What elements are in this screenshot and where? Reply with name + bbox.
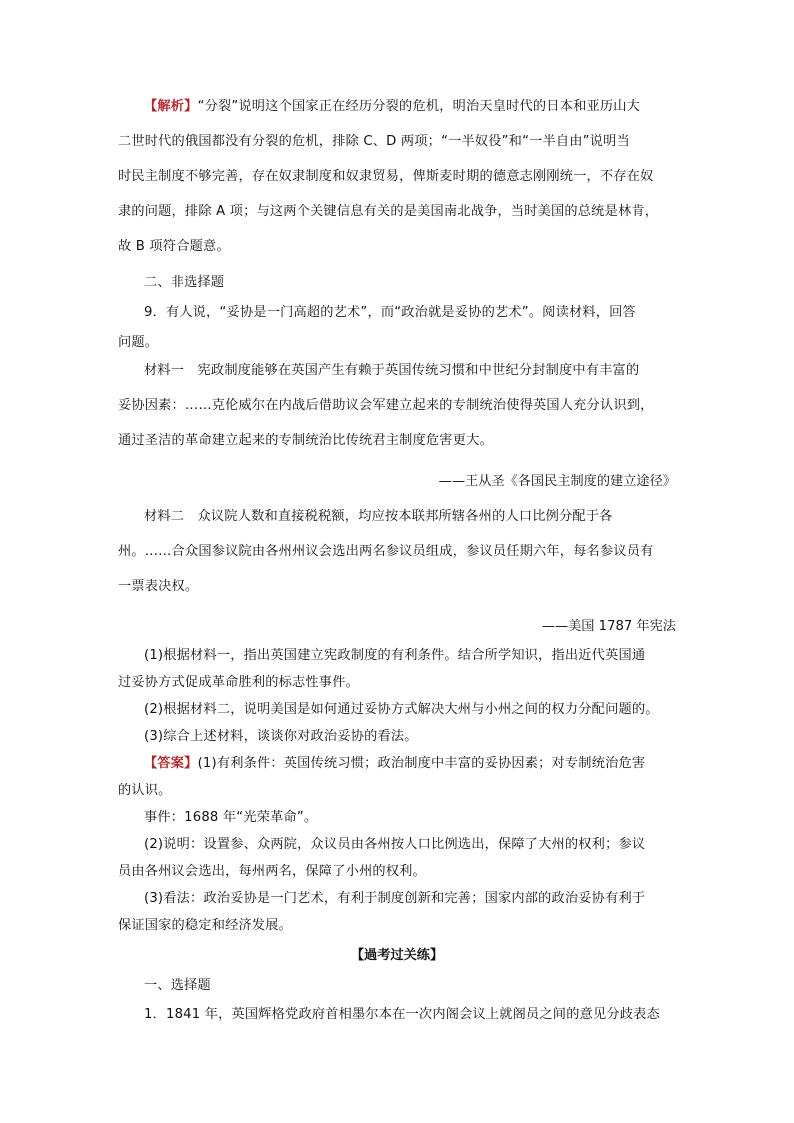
answer-tag: 【答案】	[144, 756, 198, 771]
material-2: 材料二 众议院人数和直接税税额，均应按本联邦所辖各州的人口比例分配于各 州。……合众国参议院由各州州议会选出两名参议员组成，参议员任期六年，每名参议员有 一票表决权。	[118, 509, 654, 594]
analysis-line: 时民主制度不够完善，存在奴隶制度和奴隶贸易，俾斯麦时期的德意志刚刚统一，不存在奴	[118, 169, 654, 184]
material-1: 材料一 宪政制度能够在英国产生有赖于英国传统习惯和中世纪分封制度中有丰富的 妥协因素：……克伦威尔在内战后借助议会军建立起来的专制统治使得英国人充分认识到， 通过圣洁的革命建立起来的专制统治比传统君主制度危害更大。	[118, 363, 654, 448]
analysis-tag: 【解析】	[144, 99, 198, 114]
analysis-block	[118, 96, 678, 258]
answer-block: 【答案】(1)有利条件：英国传统习惯；政治制度中丰富的妥协因素；对专制统治危害 的认识。 事件：1688 年“光荣革命”。 (2)说明：设置参、众两院，众议员由各州按人口比例选出，保障了大州的权利；参议 员由各州议会选出，每州两名，保障了小州的权利。 (3)看法：政治妥协是一门艺术，有利于制度创新和完善；国家内部的政治妥协有利于 保证国家的稳定和经济发展。	[118, 756, 646, 933]
question-item: (1)根据材料一，指出英国建立宪政制度的有利条件。结合所学知识，指出近代英国通	[144, 648, 646, 663]
question-item: (3)综合上述材料，谈谈你对政治妥协的看法。	[144, 729, 418, 744]
question-9: 9．有人说，“妥协是一门高超的艺术”，而“政治就是妥协的艺术”。阅读材料，回答 问题。	[118, 305, 636, 350]
material-2-source: ——美国 1787 年宪法	[541, 619, 676, 634]
analysis-line: “分裂”说明这个国家正在经历分裂的危机，明治天皇时代的日本和亚历山大	[197, 99, 641, 114]
section-title: 一、选择题	[144, 978, 211, 993]
question-item: (2)根据材料二，说明美国是如何通过妥协方式解决大州与小州之间的权力分配问题的。	[144, 702, 659, 717]
analysis-line: 二世时代的俄国都没有分裂的危机，排除 C、D 两项；“一半奴役”和“一半自由”说明当	[118, 134, 630, 149]
material-1-source: ——王从圣《各国民主制度的建立途径》	[438, 474, 676, 489]
sub-questions	[118, 645, 678, 748]
section-title: 二、非选择题	[144, 275, 225, 290]
question-1: 1．1841 年，英国辉格党政府首相墨尔本在一次内阁会议上就阁员之间的意见分歧表态	[144, 1007, 660, 1022]
analysis-line: 故 B 项符合题意。	[118, 239, 230, 254]
exam-section-title: 【過考过关练】	[350, 948, 444, 963]
analysis-line: 隶的问题，排除 A 项；与这两个关键信息有关的是美国南北战争，当时美国的总统是林肯，	[118, 204, 659, 219]
question-item: 过妥协方式促成革命胜利的标志性事件。	[118, 675, 359, 690]
